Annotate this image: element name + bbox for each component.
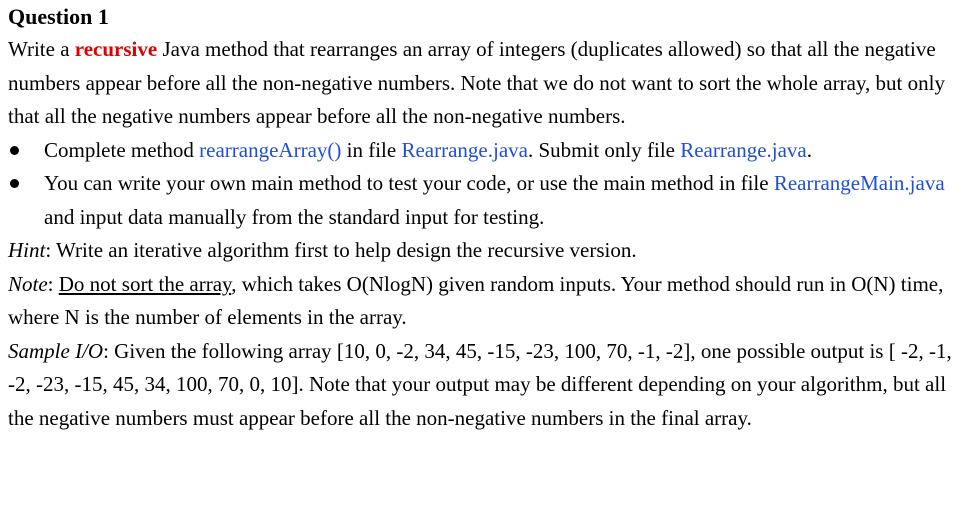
file-name-rearrange: Rearrange.java <box>401 137 528 162</box>
intro-text-start: Write a <box>8 37 75 61</box>
instruction-list <box>8 134 963 235</box>
method-name: rearrangeArray() <box>199 137 342 162</box>
note-paragraph <box>8 268 963 335</box>
note-colon: : <box>47 271 59 296</box>
intro-text-end: Java method that rearranges an array of integers (duplicates allowed) so that all the negative numbers appear before all the non-negative numbers. Note that we do not want to sort the whole array, but only that all the negative numbers appear before all the non-negative numbers. <box>8 37 945 128</box>
file-name-rearrange-submit: Rearrange.java <box>680 137 807 162</box>
instruction-text: in file <box>341 137 402 162</box>
sample-io-text: : Given the following array [10, 0, -2, 34, 45, -15, -23, 100, 70, -1, -2], one possible output is [ -2, -1, -2, -23, -15, 45, 34, 100, 70, 0, 10]. Note that your output may be different depending on your algorithm, but all the negative numbers must appear before all the non-negative numbers in the final array. <box>8 338 952 430</box>
bullet-icon <box>10 179 19 188</box>
note-label: Note <box>8 271 48 296</box>
file-name-rearrange-main: RearrangeMain.java <box>773 171 945 195</box>
recursive-keyword: recursive <box>74 37 158 61</box>
sample-io-label: Sample I/O <box>8 338 104 363</box>
question-intro <box>8 33 963 134</box>
note-text: , which takes O(NlogN) given random inputs. Your method should run in O(N) time, where N is the number of elements in the array. <box>8 271 944 329</box>
note-emphasis: Do not sort the array <box>58 271 232 296</box>
instruction-item-main-method <box>8 167 963 234</box>
instruction-text: . Submit only file <box>527 137 681 162</box>
sample-io-paragraph <box>8 335 963 436</box>
hint-label: Hint <box>8 238 46 262</box>
instruction-text: You can write your own main method to test your code, or use the main method in file <box>44 171 774 195</box>
hint-text: : Write an iterative algorithm first to help design the recursive version. <box>45 238 637 262</box>
instruction-text: . <box>806 137 812 162</box>
bullet-icon <box>10 146 19 155</box>
instruction-item-complete-method <box>8 134 963 168</box>
hint-paragraph <box>8 234 963 268</box>
instruction-text: and input data manually from the standard input for testing. <box>44 204 545 229</box>
question-title: Question 1 <box>8 4 109 29</box>
instruction-text: Complete method <box>44 137 200 162</box>
